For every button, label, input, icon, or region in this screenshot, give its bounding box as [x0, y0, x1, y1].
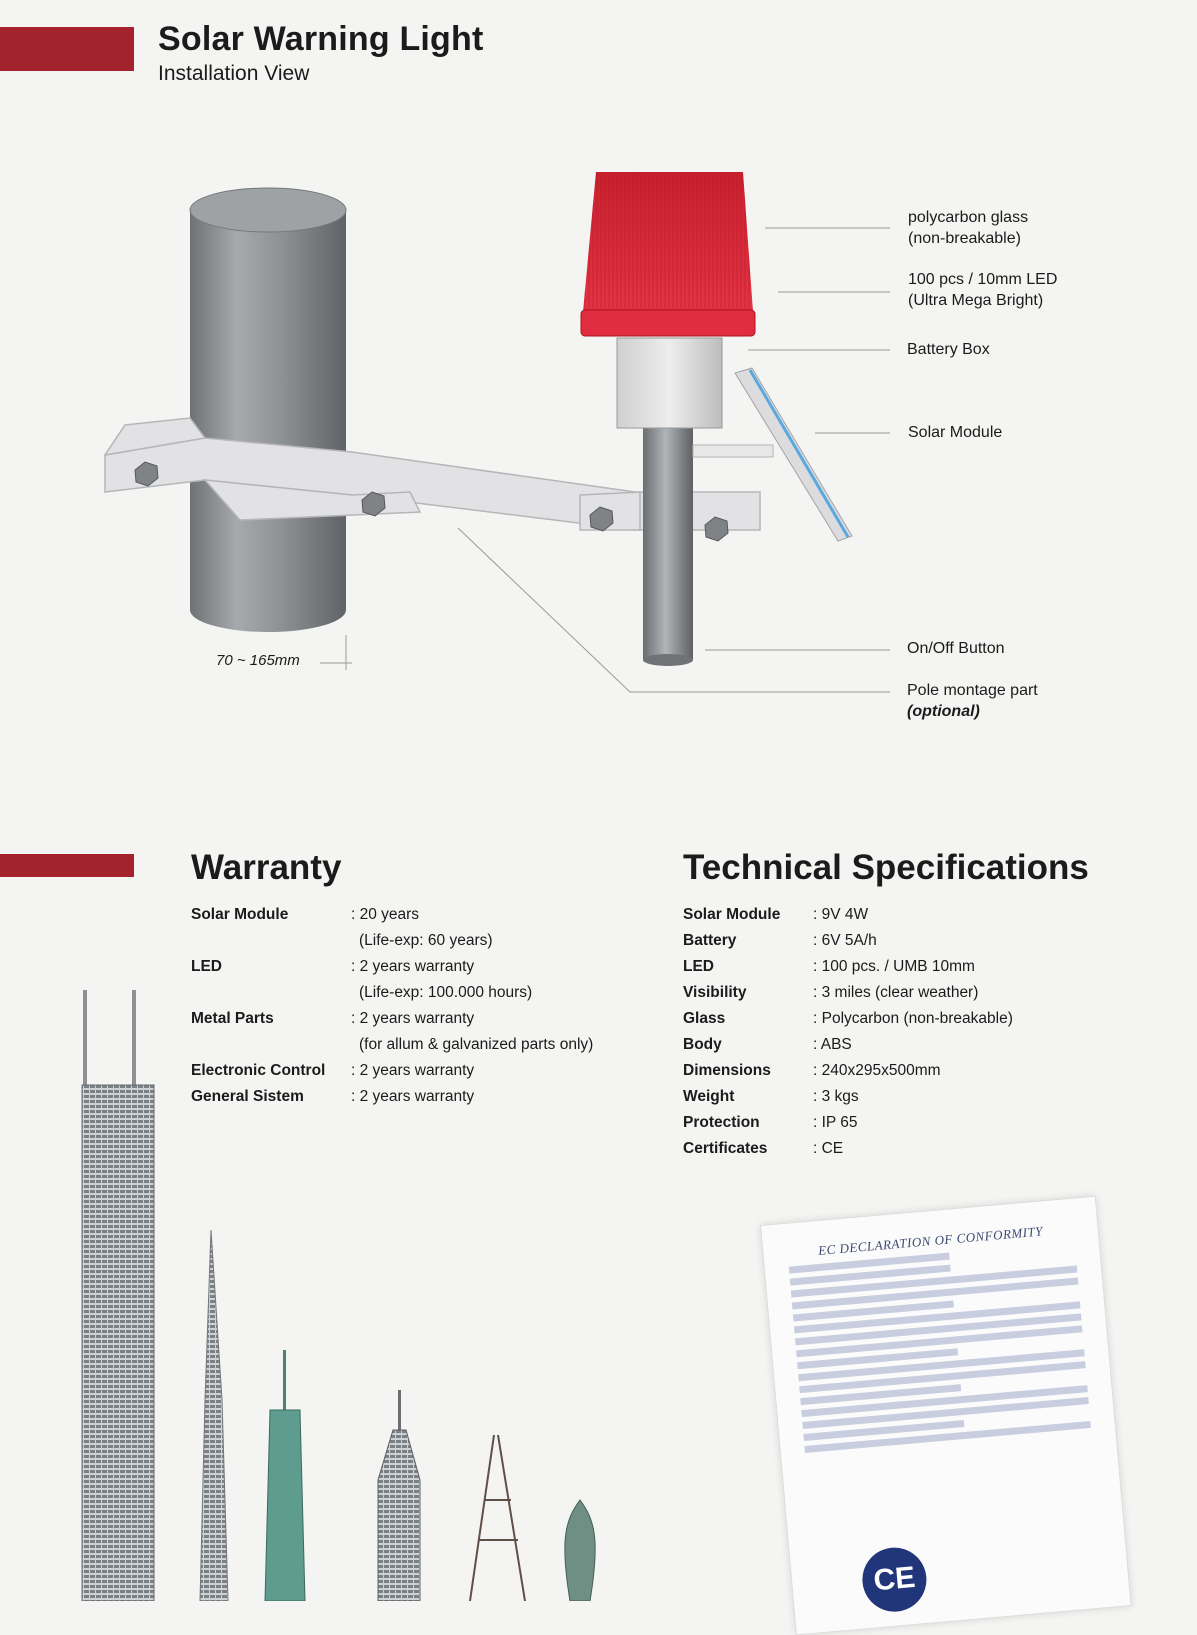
warranty-value: (Life-exp: 100.000 hours) [359, 984, 533, 1001]
specs-key: Visibility [683, 984, 747, 1001]
specs-key: Dimensions [683, 1062, 771, 1079]
section-accent-bar [0, 854, 134, 877]
warranty-key: Solar Module [191, 906, 289, 923]
label-pole-montage: Pole montage part (optional) [907, 682, 1038, 720]
warranty-heading: Warranty [191, 848, 342, 887]
specs-value: : 3 miles (clear weather) [813, 984, 979, 1001]
label-led: 100 pcs / 10mm LED (Ultra Mega Bright) [908, 271, 1058, 309]
specs-key: Certificates [683, 1140, 768, 1157]
ec-declaration-document [760, 1196, 1132, 1635]
specs-value: : 240x295x500mm [813, 1062, 941, 1079]
burj-khalifa-icon [200, 1230, 228, 1601]
warranty-value: : 2 years warranty [351, 1062, 475, 1079]
warranty-key: Electronic Control [191, 1062, 326, 1079]
warranty-key: Metal Parts [191, 1010, 274, 1027]
eiffel-tower-icon [470, 1435, 525, 1601]
specs-value: : 100 pcs. / UMB 10mm [813, 958, 975, 975]
page-title: Solar Warning Light [158, 20, 484, 58]
warranty-value: : 2 years warranty [351, 958, 475, 975]
label-solar-module: Solar Module [908, 424, 1003, 441]
specs-value: : 6V 5A/h [813, 932, 877, 949]
certificate-title: EC DECLARATION OF CONFORMITY [817, 1223, 1044, 1258]
thin-pole [643, 420, 693, 660]
red-lamp [581, 172, 755, 336]
warranty-value: (for allum & galvanized parts only) [359, 1036, 594, 1053]
label-battery-box: Battery Box [907, 341, 990, 358]
gherkin-icon [565, 1500, 595, 1601]
ce-mark-icon: CE [860, 1545, 929, 1614]
specs-key: LED [683, 958, 714, 975]
specs-key: Weight [683, 1088, 735, 1105]
label-polycarbon-glass: polycarbon glass (non-breakable) [908, 209, 1029, 247]
pole-diameter-dimension: 70 ~ 165mm [216, 652, 300, 669]
specs-heading: Technical Specifications [683, 848, 1089, 887]
specs-value: : CE [813, 1140, 844, 1157]
page-subtitle: Installation View [158, 62, 310, 85]
specs-key: Solar Module [683, 906, 781, 923]
warranty-value: (Life-exp: 60 years) [359, 932, 493, 949]
specs-value: : 3 kgs [813, 1088, 859, 1105]
battery-box [617, 338, 722, 428]
warranty-value: : 2 years warranty [351, 1010, 475, 1027]
warranty-key: LED [191, 958, 222, 975]
warranty-value: : 20 years [351, 906, 420, 923]
specs-key: Body [683, 1036, 722, 1053]
specs-value: : ABS [813, 1036, 852, 1053]
taipei-101-icon [265, 1350, 305, 1601]
specs-key: Protection [683, 1114, 760, 1131]
specs-key: Glass [683, 1010, 726, 1027]
warranty-key: General Sistem [191, 1088, 304, 1105]
specs-value: : 9V 4W [813, 906, 869, 923]
specs-value: : IP 65 [813, 1114, 858, 1131]
willis-tower-icon [82, 990, 154, 1601]
empire-state-icon [378, 1390, 420, 1601]
skyline-illustration [0, 980, 720, 1601]
large-pole [190, 188, 346, 632]
warranty-value: : 2 years warranty [351, 1088, 475, 1105]
label-on-off-button: On/Off Button [907, 640, 1005, 657]
specs-key: Battery [683, 932, 737, 949]
specs-value: : Polycarbon (non-breakable) [813, 1010, 1013, 1027]
